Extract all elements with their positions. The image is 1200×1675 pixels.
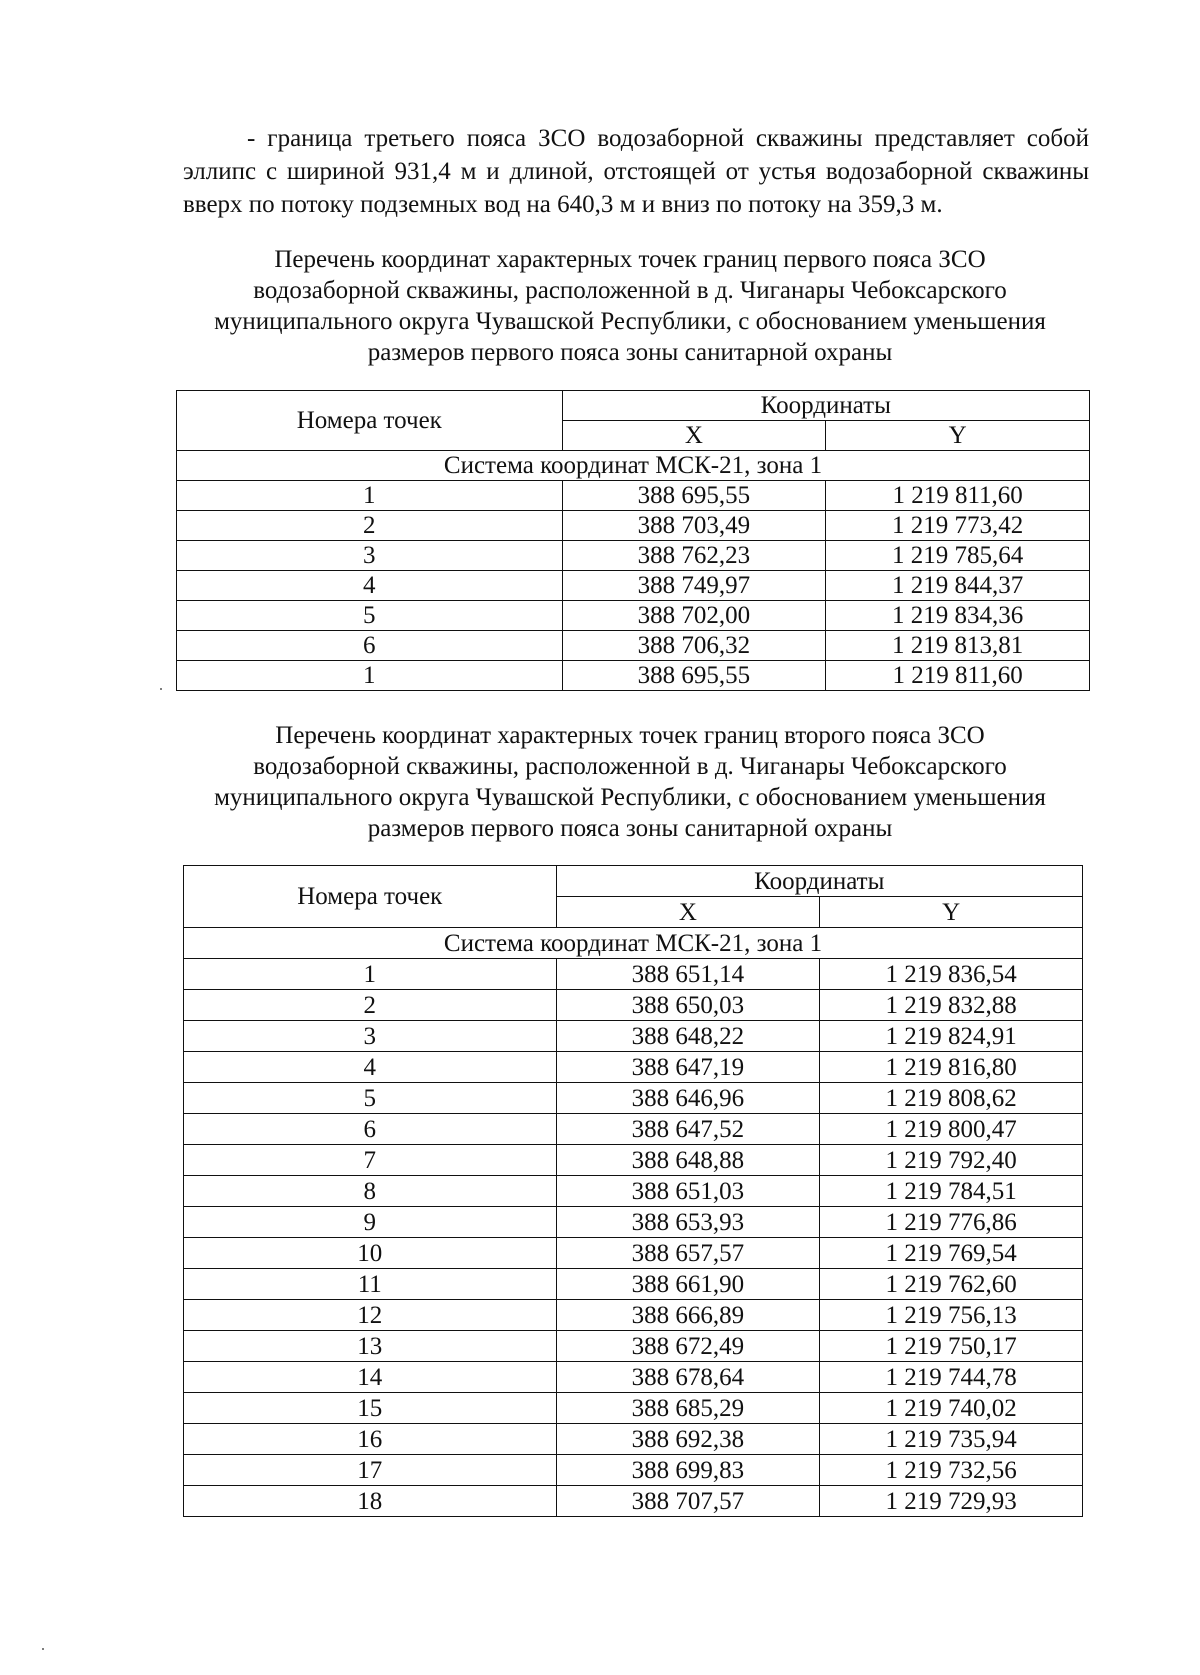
x-coordinate-cell: 388 678,64	[556, 1362, 820, 1393]
table-row	[177, 631, 1090, 661]
heading-line: муниципального округа Чувашской Республики, с обоснованием уменьшения	[214, 784, 1046, 811]
heading-line: Перечень координат характерных точек границ первого пояса ЗСО	[274, 246, 986, 273]
table-row	[184, 1021, 1083, 1052]
y-coordinate-cell: 1 219 808,62	[820, 1083, 1083, 1114]
point-number-cell: 7	[184, 1145, 557, 1176]
point-number-cell: 2	[184, 990, 557, 1021]
x-coordinate-cell: 388 749,97	[562, 571, 826, 601]
point-number-cell: 5	[184, 1083, 557, 1114]
x-coordinate-cell: 388 653,93	[556, 1207, 820, 1238]
scan-speck	[160, 688, 162, 690]
header-x: X	[562, 421, 826, 451]
point-number-cell: 10	[184, 1238, 557, 1269]
header-y: Y	[826, 421, 1090, 451]
table-row	[184, 1145, 1083, 1176]
y-coordinate-cell: 1 219 735,94	[820, 1424, 1083, 1455]
x-coordinate-cell: 388 695,55	[562, 661, 826, 691]
table-row	[177, 481, 1090, 511]
x-coordinate-cell: 388 707,57	[556, 1486, 820, 1517]
coordinates-table-second-zone	[183, 865, 1083, 1517]
table-row	[184, 1207, 1083, 1238]
x-coordinate-cell: 388 651,03	[556, 1176, 820, 1207]
point-number-cell: 4	[184, 1052, 557, 1083]
coordinates-table-first-zone	[176, 390, 1090, 691]
table-row	[184, 1176, 1083, 1207]
y-coordinate-cell: 1 219 732,56	[820, 1455, 1083, 1486]
coordinate-system-row: Система координат МСК-21, зона 1	[177, 451, 1090, 481]
point-number-cell: 15	[184, 1393, 557, 1424]
point-number-cell: 16	[184, 1424, 557, 1455]
heading-line: Перечень координат характерных точек границ второго пояса ЗСО	[275, 722, 985, 749]
table-row	[184, 1455, 1083, 1486]
point-number-cell: 17	[184, 1455, 557, 1486]
point-number-cell: 14	[184, 1362, 557, 1393]
y-coordinate-cell: 1 219 792,40	[820, 1145, 1083, 1176]
point-number-cell: 13	[184, 1331, 557, 1362]
header-y: Y	[820, 897, 1083, 928]
x-coordinate-cell: 388 647,19	[556, 1052, 820, 1083]
y-coordinate-cell: 1 219 744,78	[820, 1362, 1083, 1393]
point-number-cell: 6	[184, 1114, 557, 1145]
x-coordinate-cell: 388 703,49	[562, 511, 826, 541]
table-row	[184, 1238, 1083, 1269]
point-number-cell: 1	[177, 481, 563, 511]
y-coordinate-cell: 1 219 750,17	[820, 1331, 1083, 1362]
x-coordinate-cell: 388 651,14	[556, 959, 820, 990]
table-row	[184, 1331, 1083, 1362]
table-row	[184, 1300, 1083, 1331]
y-coordinate-cell: 1 219 832,88	[820, 990, 1083, 1021]
y-coordinate-cell: 1 219 785,64	[826, 541, 1090, 571]
table-row	[184, 1269, 1083, 1300]
heading-line: размеров первого пояса зоны санитарной охраны	[367, 815, 893, 842]
table-row	[184, 1486, 1083, 1517]
x-coordinate-cell: 388 647,52	[556, 1114, 820, 1145]
header-coordinates: Координаты	[562, 391, 1089, 421]
point-number-cell: 6	[177, 631, 563, 661]
point-number-cell: 18	[184, 1486, 557, 1517]
table-row	[184, 959, 1083, 990]
y-coordinate-cell: 1 219 773,42	[826, 511, 1090, 541]
table-row	[184, 1083, 1083, 1114]
x-coordinate-cell: 388 650,03	[556, 990, 820, 1021]
point-number-cell: 4	[177, 571, 563, 601]
point-number-cell: 5	[177, 601, 563, 631]
y-coordinate-cell: 1 219 836,54	[820, 959, 1083, 990]
coordinate-system-row: Система координат МСК-21, зона 1	[184, 928, 1083, 959]
y-coordinate-cell: 1 219 816,80	[820, 1052, 1083, 1083]
x-coordinate-cell: 388 661,90	[556, 1269, 820, 1300]
table-row	[184, 1114, 1083, 1145]
point-number-cell: 3	[184, 1021, 557, 1052]
y-coordinate-cell: 1 219 811,60	[826, 661, 1090, 691]
point-number-cell: 3	[177, 541, 563, 571]
x-coordinate-cell: 388 699,83	[556, 1455, 820, 1486]
table-row	[177, 511, 1090, 541]
point-number-cell: 11	[184, 1269, 557, 1300]
y-coordinate-cell: 1 219 811,60	[826, 481, 1090, 511]
table-row	[177, 601, 1090, 631]
y-coordinate-cell: 1 219 776,86	[820, 1207, 1083, 1238]
x-coordinate-cell: 388 706,32	[562, 631, 826, 661]
y-coordinate-cell: 1 219 834,36	[826, 601, 1090, 631]
table1-heading	[150, 244, 1110, 368]
table-row	[184, 1362, 1083, 1393]
x-coordinate-cell: 388 692,38	[556, 1424, 820, 1455]
x-coordinate-cell: 388 672,49	[556, 1331, 820, 1362]
heading-line: муниципального округа Чувашской Республики, с обоснованием уменьшения	[214, 308, 1046, 335]
y-coordinate-cell: 1 219 800,47	[820, 1114, 1083, 1145]
point-number-cell: 8	[184, 1176, 557, 1207]
y-coordinate-cell: 1 219 844,37	[826, 571, 1090, 601]
y-coordinate-cell: 1 219 756,13	[820, 1300, 1083, 1331]
y-coordinate-cell: 1 219 762,60	[820, 1269, 1083, 1300]
table-row	[177, 541, 1090, 571]
x-coordinate-cell: 388 648,88	[556, 1145, 820, 1176]
table2-heading	[150, 720, 1110, 844]
table-row	[184, 990, 1083, 1021]
x-coordinate-cell: 388 702,00	[562, 601, 826, 631]
point-number-cell: 2	[177, 511, 563, 541]
heading-line: размеров первого пояса зоны санитарной охраны	[367, 339, 893, 366]
heading-line: водозаборной скважины, расположенной в д. Чиганары Чебоксарского	[253, 277, 1007, 304]
point-number-cell: 9	[184, 1207, 557, 1238]
x-coordinate-cell: 388 646,96	[556, 1083, 820, 1114]
scan-speck	[42, 1648, 44, 1650]
table-row	[184, 1393, 1083, 1424]
point-number-cell: 12	[184, 1300, 557, 1331]
point-number-cell: 1	[177, 661, 563, 691]
table-row	[184, 1052, 1083, 1083]
x-coordinate-cell: 388 762,23	[562, 541, 826, 571]
x-coordinate-cell: 388 666,89	[556, 1300, 820, 1331]
x-coordinate-cell: 388 685,29	[556, 1393, 820, 1424]
y-coordinate-cell: 1 219 740,02	[820, 1393, 1083, 1424]
y-coordinate-cell: 1 219 784,51	[820, 1176, 1083, 1207]
x-coordinate-cell: 388 648,22	[556, 1021, 820, 1052]
point-number-cell: 1	[184, 959, 557, 990]
x-coordinate-cell: 388 657,57	[556, 1238, 820, 1269]
y-coordinate-cell: 1 219 824,91	[820, 1021, 1083, 1052]
header-point-numbers: Номера точек	[177, 391, 563, 451]
header-x: X	[556, 897, 820, 928]
table-row	[177, 571, 1090, 601]
header-point-numbers: Номера точек	[184, 866, 557, 928]
table-row	[184, 1424, 1083, 1455]
table-row	[177, 661, 1090, 691]
x-coordinate-cell: 388 695,55	[562, 481, 826, 511]
y-coordinate-cell: 1 219 769,54	[820, 1238, 1083, 1269]
y-coordinate-cell: 1 219 729,93	[820, 1486, 1083, 1517]
header-coordinates: Координаты	[556, 866, 1082, 897]
y-coordinate-cell: 1 219 813,81	[826, 631, 1090, 661]
heading-line: водозаборной скважины, расположенной в д. Чиганары Чебоксарского	[253, 753, 1007, 780]
intro-paragraph: - граница третьего пояса ЗСО водозаборной скважины представляет собой эллипс с шириной 931,4 м и длиной, отстоящей от устья водозаборной скважины вверх по потоку подземных вод на 640,3 м и вниз по потоку на 359,3 м.	[183, 125, 1089, 218]
